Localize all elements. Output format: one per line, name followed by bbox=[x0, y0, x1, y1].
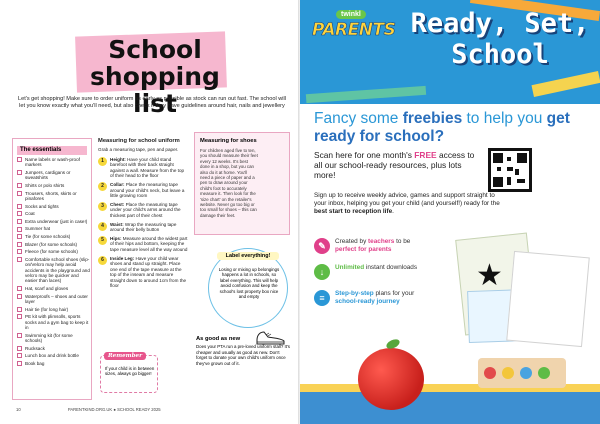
checkbox-icon[interactable] bbox=[17, 204, 22, 209]
sub-part-2: . bbox=[392, 208, 394, 215]
measuring-uniform-heading: Measuring for school uniform bbox=[98, 138, 180, 144]
scan-bold: FREE bbox=[414, 150, 437, 160]
essentials-item-label: Waterproofs – shoes and outer layer bbox=[25, 293, 88, 304]
remember-text: If your child is in between sizes, always go bigger! bbox=[105, 366, 155, 377]
checkbox-icon[interactable] bbox=[17, 333, 22, 338]
headline-line-2: School bbox=[451, 39, 549, 70]
promo-part-1: Fancy some bbox=[314, 110, 403, 127]
measuring-step bbox=[98, 157, 188, 179]
good-as-new-text: Does your PTA run a pre-loved uniform stall? It's cheaper and usually as good as new. Don't forget to donate your own child's uniform once they've grown out of it. bbox=[196, 344, 290, 366]
step-description: Measure around the widest part of their hips and bottom, keeping the tape measure level all the way around bbox=[110, 235, 188, 252]
essentials-item bbox=[17, 249, 91, 254]
step-label: Collar: bbox=[110, 181, 125, 187]
checkbox-icon[interactable] bbox=[17, 183, 22, 188]
right-page bbox=[300, 0, 600, 424]
essentials-item bbox=[17, 226, 91, 231]
footer-separator: ● bbox=[113, 407, 118, 412]
shoes-text: For children aged five to ten, you should measure their feet every 12 weeks. It's best done in a shop, but you can also do it at home. You'll need a piece of paper and a pen to draw around your child's foot to accurately measure it. Then look for the 'size chart' on the retailer's website. Never go too big or too small for shoes – this can damage their feet. bbox=[200, 148, 258, 218]
qr-code[interactable] bbox=[488, 148, 532, 192]
feature-hl: Unlimited bbox=[335, 264, 365, 271]
step-label: Inside Leg: bbox=[110, 255, 135, 261]
essentials-item-label: Coat bbox=[25, 211, 35, 217]
measuring-uniform-section bbox=[98, 138, 188, 292]
essentials-item bbox=[17, 314, 91, 330]
feature-list bbox=[314, 238, 424, 316]
feature-hl: teachers bbox=[368, 238, 395, 245]
essentials-item-label: Fleece (for some schools) bbox=[25, 249, 78, 255]
steps-icon: ≡ bbox=[314, 290, 330, 306]
feature-hl: Step-by-step bbox=[335, 290, 374, 297]
essentials-item-label: Jumpers, cardigans or sweatshirts bbox=[25, 170, 71, 181]
checkbox-icon[interactable] bbox=[17, 257, 22, 262]
label-everything-heading: Label everything! bbox=[217, 252, 279, 260]
promo-part-2: to help you bbox=[462, 110, 547, 127]
essentials-item bbox=[17, 294, 91, 305]
step-label: Height: bbox=[110, 156, 126, 162]
label-everything-text: Losing or mixing up belongings happens a lot in schools, so label everything. This will help avoid confusion and keep the school's lost property box nice and empty bbox=[218, 267, 280, 300]
checkbox-icon[interactable] bbox=[17, 170, 22, 175]
checkbox-icon[interactable] bbox=[17, 242, 22, 247]
step-number: 2 bbox=[98, 182, 107, 191]
essentials-box bbox=[12, 138, 92, 400]
essentials-item-label: Lunch box and drink bottle bbox=[25, 353, 79, 359]
feature-tail1: to be bbox=[394, 238, 411, 245]
twinkl-parents-logo bbox=[312, 10, 396, 50]
essentials-item bbox=[17, 219, 91, 224]
checkbox-icon[interactable] bbox=[17, 157, 22, 162]
download-icon: ↓ bbox=[314, 264, 330, 280]
measuring-step bbox=[98, 202, 188, 219]
hero-banner bbox=[300, 0, 600, 104]
essentials-item-label: Book bag bbox=[25, 360, 45, 366]
essentials-heading: The essentials bbox=[17, 146, 87, 155]
signup-text bbox=[314, 192, 500, 216]
checkbox-icon[interactable] bbox=[17, 346, 22, 351]
checkbox-icon[interactable] bbox=[17, 219, 22, 224]
step-description: Have your child stand barefoot with their back straight against a wall. Measure from the top of their head to the floor bbox=[110, 156, 185, 179]
resource-mockups bbox=[440, 228, 590, 348]
step-description: Have your child wear shoes and stand up straight. Place one end of the tape measure at the top of the inseam and measure straight down to around 1cm from the floor bbox=[110, 255, 187, 289]
feature-hl2: school-ready journey bbox=[335, 297, 400, 305]
step-label: Hips: bbox=[110, 235, 122, 241]
star-icon: ★ bbox=[476, 259, 503, 292]
essentials-item bbox=[17, 242, 91, 247]
footer-issue: SCHOOL READY 2025 bbox=[117, 407, 161, 412]
essentials-item bbox=[17, 204, 91, 209]
feature-text bbox=[335, 290, 424, 305]
essentials-item bbox=[17, 191, 91, 202]
checkbox-icon[interactable] bbox=[17, 249, 22, 254]
checkbox-icon[interactable] bbox=[17, 227, 22, 232]
promo-heading bbox=[314, 110, 594, 146]
essentials-item bbox=[17, 353, 91, 358]
essentials-item-label: Shirts or polo shirts bbox=[25, 183, 65, 188]
step-label: Waist: bbox=[110, 221, 124, 227]
essentials-item bbox=[17, 286, 91, 291]
sub-bold: best start to reception life bbox=[314, 208, 393, 215]
essentials-item-label: Comfortable school shoes (slip-on/Velcro may help avoid accidents in the playground and velcro may be quicker and easier than laces) bbox=[25, 256, 90, 284]
brand-top: twinkl bbox=[336, 10, 366, 19]
checkbox-icon[interactable] bbox=[17, 353, 22, 358]
step-number: 4 bbox=[98, 222, 107, 231]
step-number: 6 bbox=[98, 256, 107, 265]
step-number: 3 bbox=[98, 202, 107, 211]
feature-item bbox=[314, 290, 424, 306]
essentials-item bbox=[17, 211, 91, 216]
step-description: Place the measuring tape under your child's arms around the thickest part of their chest bbox=[110, 201, 181, 218]
feature-tail1: instant downloads bbox=[364, 264, 418, 271]
step-description: Wrap the measuring tape around their belly button bbox=[110, 221, 177, 233]
good-as-new-heading: As good as new bbox=[196, 336, 241, 342]
page-number: 10 bbox=[16, 407, 21, 412]
feature-tail1: plans for your bbox=[373, 290, 415, 297]
step-text bbox=[110, 202, 188, 219]
step-text bbox=[110, 157, 188, 179]
measuring-steps bbox=[98, 157, 188, 289]
essentials-item-label: PE kit with plimsolls, sports socks and a gym bag to keep it in bbox=[25, 314, 89, 330]
step-text bbox=[110, 222, 188, 233]
essentials-item bbox=[17, 361, 91, 366]
step-text bbox=[110, 256, 188, 290]
page-footer bbox=[16, 407, 161, 412]
shoes-heading: Measuring for shoes bbox=[200, 138, 257, 144]
essentials-item-label: Blazer (for some schools) bbox=[25, 241, 78, 247]
step-description: Place the measuring tape around your child's neck, but leave a little growing room bbox=[110, 181, 185, 199]
remember-callout bbox=[100, 355, 158, 393]
checkbox-icon[interactable] bbox=[17, 234, 22, 239]
checkbox-icon[interactable] bbox=[17, 294, 22, 299]
measuring-step bbox=[98, 182, 188, 199]
brand-bottom: PARENTS bbox=[312, 20, 396, 40]
checkbox-icon[interactable] bbox=[17, 191, 22, 196]
feature-text bbox=[335, 238, 424, 253]
shoes-box bbox=[194, 132, 290, 235]
feature-item bbox=[314, 238, 424, 254]
good-as-new-section bbox=[196, 337, 290, 366]
step-label: Chest: bbox=[110, 201, 125, 207]
footer-magazine: PARENTKIND.ORG.UK bbox=[67, 407, 113, 412]
book-decoration bbox=[300, 392, 600, 424]
checkbox-icon[interactable] bbox=[17, 314, 22, 319]
pencil-decoration-2 bbox=[306, 86, 426, 103]
essentials-item bbox=[17, 346, 91, 351]
apple-icon bbox=[358, 348, 424, 410]
step-text bbox=[110, 236, 188, 253]
feature-text bbox=[335, 264, 424, 272]
essentials-item bbox=[17, 257, 91, 284]
essentials-item bbox=[17, 183, 91, 188]
essentials-item-label: Trousers, shorts, skirts or pinafores bbox=[25, 190, 77, 201]
step-text bbox=[110, 182, 188, 199]
checkbox-icon[interactable] bbox=[17, 361, 22, 366]
essentials-item bbox=[17, 170, 91, 181]
essentials-item-label: Hat, scarf and gloves bbox=[25, 285, 69, 291]
promo-bold-1: freebies bbox=[402, 110, 463, 127]
teacher-icon: ✎ bbox=[314, 238, 330, 254]
essentials-item-label: Tie (for some schools) bbox=[25, 233, 71, 239]
intro-text: Let's get shopping! Make sure to order uniform as early as possible as stock can run out fast. The school will let you know exactly what you'll need, but also check if they have guidelines around hair, nails and jewellery bbox=[17, 96, 287, 110]
essentials-item-label: Socks and tights bbox=[25, 203, 59, 209]
scan-text bbox=[314, 150, 484, 181]
hero-headline bbox=[402, 8, 598, 70]
title-line-2: shopping list bbox=[90, 62, 220, 118]
essentials-item bbox=[17, 234, 91, 239]
scan-part-2: access to all our school-ready resources, plus lots more! bbox=[314, 150, 475, 181]
paint-tray-icon bbox=[478, 358, 566, 388]
measuring-step bbox=[98, 236, 188, 253]
essentials-item bbox=[17, 157, 91, 168]
measuring-step bbox=[98, 256, 188, 290]
essentials-item-label: Name labels or wash-proof markers bbox=[25, 157, 80, 168]
worksheet-mockup-2 bbox=[506, 251, 590, 347]
feature-hl2: perfect for parents bbox=[335, 245, 392, 253]
remember-heading: Remember bbox=[104, 352, 146, 360]
promo-bold-2: get ready for school? bbox=[314, 110, 570, 145]
feature-item bbox=[314, 264, 424, 280]
feature-lead: Created by bbox=[335, 238, 369, 245]
measuring-step bbox=[98, 222, 188, 233]
scan-part-1: Scan here for one month's bbox=[314, 150, 415, 160]
step-number: 1 bbox=[98, 157, 107, 166]
label-everything-callout bbox=[208, 248, 288, 328]
headline-line-1: Ready, Set, bbox=[410, 8, 590, 39]
essentials-item-label: Hair tie (for long hair) bbox=[25, 306, 69, 312]
essentials-item-label: Rucksack bbox=[25, 345, 45, 351]
measuring-intro: Grab a measuring tape, pen and paper. bbox=[98, 147, 179, 152]
checkbox-icon[interactable] bbox=[17, 211, 22, 216]
checkbox-icon[interactable] bbox=[17, 286, 22, 291]
essentials-item bbox=[17, 333, 91, 344]
essentials-item-label: Extra underwear (just in case!) bbox=[25, 218, 88, 224]
ruler-decoration bbox=[531, 71, 600, 97]
step-number: 5 bbox=[98, 236, 107, 245]
checkbox-icon[interactable] bbox=[17, 307, 22, 312]
essentials-list bbox=[17, 157, 91, 368]
essentials-item-label: Summer hat bbox=[25, 226, 51, 232]
title-line-1: School bbox=[108, 35, 202, 64]
essentials-item-label: Swimming kit (for some schools) bbox=[25, 332, 73, 343]
sub-part-1: Sign up to receive weekly advice, games and support straight to your inbox, helping you get your child (and yourself!) ready for the bbox=[314, 192, 500, 207]
essentials-item bbox=[17, 307, 91, 312]
